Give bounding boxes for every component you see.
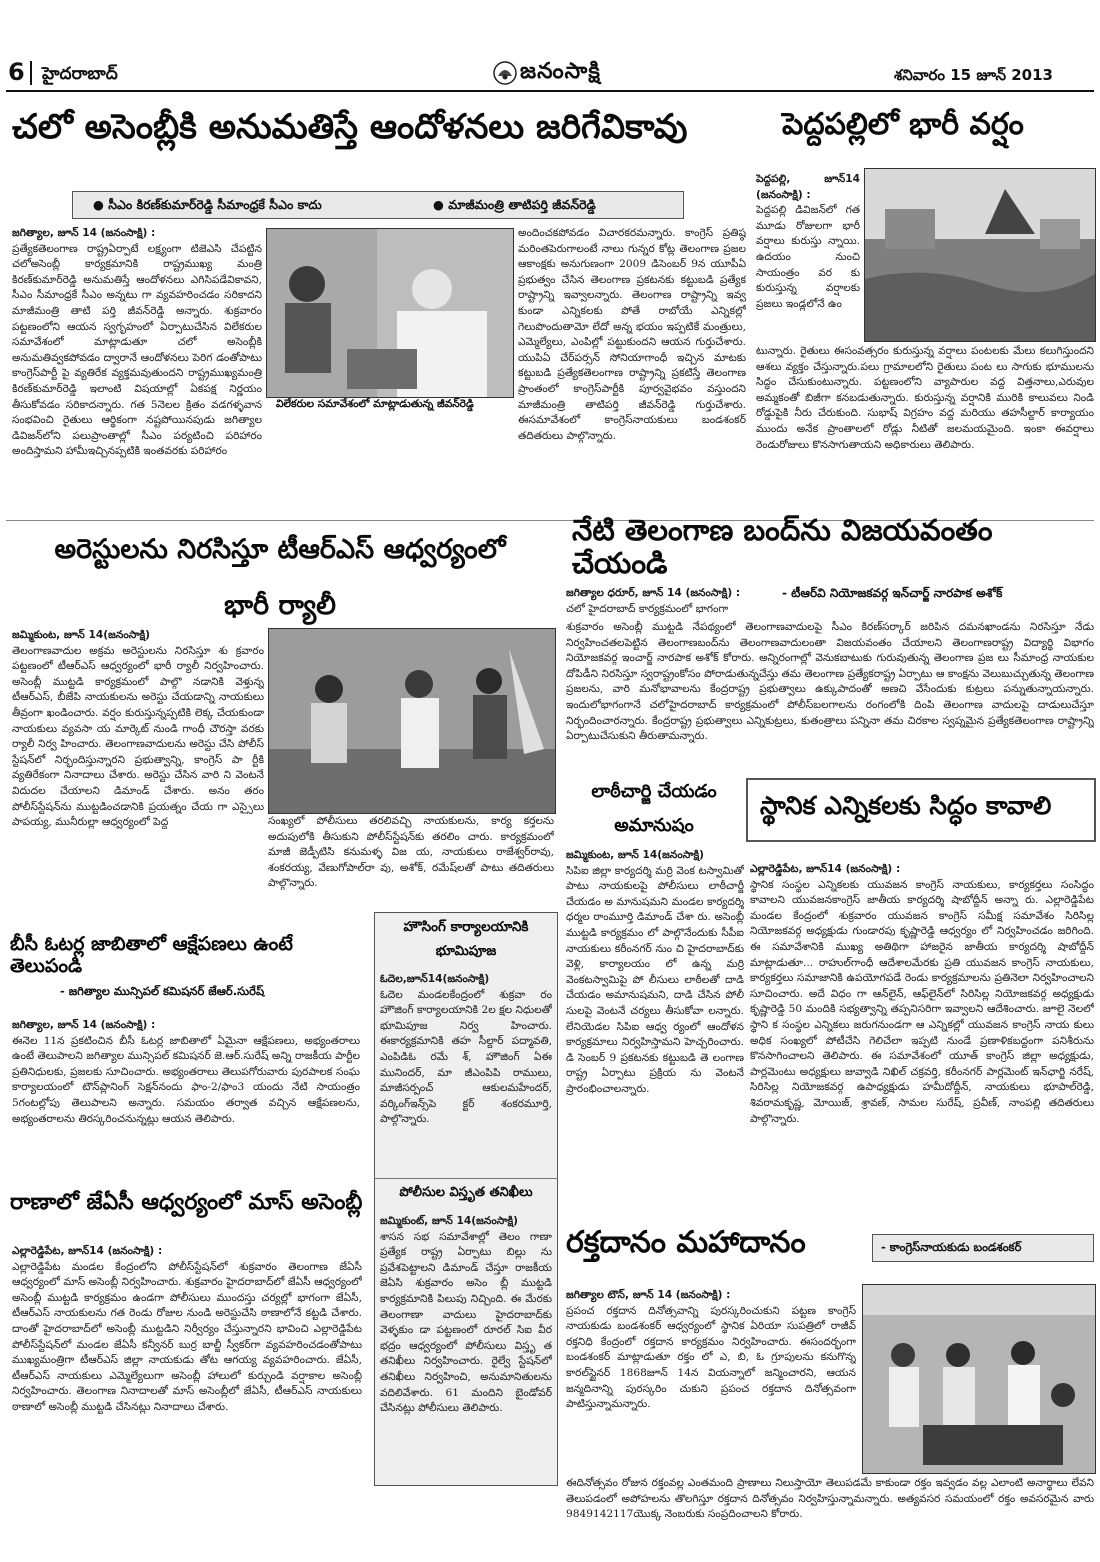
story1-bullet2: ● మాజీమంత్రి తాటిపర్తి జీవన్‌రెడ్డి [433,197,596,212]
story2-photo-image [865,169,1095,341]
story9-headline: పోలీసుల విస్తృత తనిఖీలు [399,1185,533,1200]
header-divider [30,61,32,85]
sidebar-divider [374,1178,558,1179]
story10-headline: రాణాలో జేఏసీ ఆధ్వర్యంలో మాస్ అసెంబ్లీ [10,1190,363,1215]
header-rule [6,90,1094,92]
story3-dateline: జమ్మికుంట, జూన్ 14(జనంసాక్షి) [12,629,150,641]
story10-text-content: ఎల్లారెడ్డిపేట మండల కేంద్రంలోని పోలీస్‌స్టేషన్‌లో శుక్రవారం తెలంగాణ జేఏసీ ఆధ్వర్యంలో మాస్ అసెంబ్లీ నిర్వహించారు. శుక్రవారం హైదరాబాద్‌లో జేఏసీ ఆధ్వర్యంలో అసెంబ్లీ ముట్టడి కార్యక్రమం ఉండగా పోలీసులు ముందస్తు చర్యల్లో భాగంగా జేఏసీ, టీఆర్ఎస్ నాయకులను గత రెండు రోజుల నుండి అరెస్టుచేసి ఠాణాలోనే కట్టడి చేశారు. దాంతో హైదరాబాద్‌లో అసెంబ్లీ ముట్టడిని నిర్వీర్యం చేస్తున్నారని భావించి ఎల్లారెడ్డిపేట పోలీస్‌స్టేషన్‌లో మండల జేఏసీ కన్వీనర్ బుర్ర బాల్జీ స్వీకర్‌గా వ్యవహరించడంతోపాటు ముఖ్యమంత్రిగా టీఆర్ఎస్ జిల్లా నాయకుడు తోట ఆగయ్య వ్యవహరించారు. జేఏసీ, టీఆర్ఎస్ నాయకులు ఎమ్మెల్యేలుగా అసెంబ్లీ హాలులో కుర్చుండి వర్షాకాల అసెంబ్లీ నిర్వహించారు. తెలంగాణ నినాదాలతో మాస్ అసెంబ్లీలో జేఏసీ, టీఆర్ఎస్ నాయకులు ఠాణాలో అసెంబ్లీ ముట్టడి చేసినట్లు నినాదాలు చేశారు. [12,1260,362,1413]
story5-text-content: సిపిఐ జిల్లా కార్యదర్శి మర్రి వెంక టస్వామితో పాటు నాయకులపై పోలీసులు లాఠీచార్జీ చేయడం అ మానుషమని మండల కార్యదర్శి ధర్మల రాంమూర్తి డిమాండ్ చేశా రు. అసెంబ్లీ ముట్టడి కార్యక్రమం లో పాల్గొనేందుకు సీపీఐ నాయకులు కరీంనగర్ నుం చి హైదరాబాద్‌కు వెళ్లి, కార్యాలయం లో ఉన్న మర్రి వెంకటస్వామిపై పో లీసులు లాఠీలతో దాడి చేయడం అమానుషమని, దాడి చేసిన పోలీ సులపై వెంటనే చర్యలు తీసుకోవా లన్నారు. లేనియెడల సిపిఐ ఆధ్వ ర్యంలో ఆందోళన కార్యక్రమాలు నిర్వహిస్తామని హెచ్చరించారు. డి సెంబర్ 9 ప్రకటనకు కట్టుబడి తె లంగాణ రాష్ట్ర ఏర్పాటు ప్రక్రియ ను వెంటనే ప్రారంభించాలన్నారు. [566,864,744,1095]
story9-text-content: శాసన సభ సమావేశాల్లో తెలం గాణా ప్రత్యేక రాష్ట్ర ఏర్పాటు బిల్లు ను ప్రవేశపెట్టాలని డిమాండ్ చేస్తూ రాజకీయ జెఏసి శుక్రవారం అసెం బ్లీ ముట్టడి కార్యక్రమానికి పిలుపు నిచ్చింది. ఈ మేరకు తెలంగాణా వాదులు హైదరాబాద్‌కు వెళ్ళకుం డా పట్టణంలో రూరల్ సిఐ వీర భద్రం ఆధ్వర్యంలో పోలీసులు విస్తృ త తనిఖీలు నిర్వహించారు. రైల్వే స్టేషన్‌లో తనిఖీలు నిర్వహించి, అనుమానితులను వదిలివేశారు. 61 మందిని బైండోవర్ చేసినట్లు పోలీసులు తెలిపారు. [380,1230,552,1415]
story1-photo-caption: విలేకరుల సమావేశంలో మాట్లాడుతున్న జీవన్‌రెడ్డి [276,398,474,410]
story5-dateline: జమ్మికుంట, జూన్ 14(జనంసాక్షి) [566,849,704,861]
story7-headline: బీసీ ఓటర్ల జాబితాలో ఆక్షేపణలు ఉంటే తెలుపండి [10,933,293,977]
story3-headline-line1: అరెస్టులను నిరసిస్తూ టీఆర్ఎస్ ఆధ్వర్యంలో [54,534,506,565]
story1-bullet2-text: మాజీమంత్రి తాటిపర్తి జీవన్‌రెడ్డి [448,197,596,212]
logo-emblem-icon [492,60,518,86]
story7-text-content: ఈనెల 11న ప్రకటించిన బీసీ ఓటర్ల జాబితాలో ఏమైనా ఆక్షేపణలు, అభ్యంతరాలు ఉంటే తెలుపాలని జగిత్యాల మున్సిపల్ కమిషనర్ జె.ఆర్.సురేష్ అన్ని రాజకీయ పార్టీల ప్రతినిధులకు, ప్రజలకు సూచించారు. అభ్యంతరాలు తెలుపగోరువారు పురపాలక సంఘ కార్యాలయంలో టౌన్‌ప్లానింగ్ సెక్షన్‌నందు ఫాం-2/ఫాం3 యందు నేటి సాయంత్రం 5గంటల్లోపు తెలుపాలని అన్నారు. సమయం తర్వాత వచ్చిన ఆక్షేపణలను, అభ్యంతరాలను తిరస్కరించనున్నట్లు ఆయన తెలిపారు. [12,1034,360,1125]
story1-col1 [12,226,262,516]
story8-text [380,972,552,1168]
story5-headline-line1: లాఠీచార్జి చేయడం [591,781,717,802]
story4-headline: నేటి తెలంగాణ బంద్‌ను విజయవంతం చేయండి [572,513,993,581]
story9-dateline: జమ్మికుంట్, జూన్ 14(జనంసాక్షి) [380,1215,518,1227]
story2-dateline: పెద్దపల్లి, జూన్14 (జనంసాక్షి) : [756,173,860,201]
story4-dateline: జగిత్యాల ధరూర్, జూన్ 14 (జనంసాక్షి) : [566,587,741,599]
story11-photo-image [863,1285,1095,1473]
story10-text [12,1244,362,1540]
story3-text-left-content: తెలంగాణవాదుల అక్రమ అరెస్టులను నిరసిస్తూ శు క్రవారం పట్టణంలో టీఆర్ఎస్ ఆధ్వర్యంలో భారీ ర్యాలీ నిర్వహించారు. అసెంబ్లీ ముట్టడి కార్యక్రమంలో పాల్గొ నడానికి వెళ్తున్న టీఆర్ఎస్, బీజేపి నాయకులను అరెస్టు చేయడాన్ని నాయకులు తీవ్రంగా ఖండించారు. వర్షం కురుస్తున్నప్పటికి లెక్క చేయకుండా నాయకులు వ్యవసా య మార్కెట్ నుండి గాంధీ చౌరస్తా వరకు ర్యాలీ నిర్వ హించారు. తెలంగాణవాదులను అరెస్టు చేసి పోలీస్ స్టేషన్‌లో నిర్భందిస్తున్నారని ప్రభుత్వాన్ని, కాంగ్రెస్ పా ర్టీకి వ్యతిరేకంగా నినాదాలు చేశారు. అరెస్టు చేసిన వారి ని వెంటనే విదుదల చేయాలని డిమాండ్ చేశారు. అనం తరం పోలీస్‌స్టేషన్‌ను ముట్టడించడానికి ప్రయత్నం చేయ గా ఎస్సైలు పాపయ్య, మునీరుల్లా ఆధ్వర్యంలో పెద్ద [12,644,264,829]
story2-photo [864,168,1096,342]
story7-byline: - జగిత్యాల మున్సిపల్ కమిషనర్ జేఆర్.సురేష్ [60,984,265,998]
story1-photo-image [267,229,513,397]
story1-dateline: జగిత్యాల, జూన్ 14 (జనంసాక్షి) : [12,227,156,239]
page-number: 6 [8,58,25,86]
story1-bullet1-text: సీఎం కిరణ్‌కుమార్‌రెడ్డి సీమాంధ్రకే సీఎం కాదు [108,197,322,212]
story2-text-bottom: టున్నారు. రైతులు ఈసంవత్సరం కురుస్తున్న వర్షాలు పంటలకు మేలు కలుగిస్తుందని ఆశలు వ్యక్తం చేస్తున్నారు.పలు గ్రామాలలోని రైతులు పంట లు సాగుకు భూములను సిద్ధం చేసుకుంటున్నారు. పట్టణంలోని వ్యాపారుల వద్ద విత్తనాలు,ఎరువుల అమ్మకంతో బిజీగా కనబడుతున్నారు. కురుస్తున్న వర్షానికి మురికి కాలువలు నిండి రోడ్డుపైకి నీరు చేరుకుంది. సుభాష్ విగ్రహం వద్ద మరియు తహసీల్దార్ కార్యాయం ముందు అనేక ప్రాంతాలలో రోడ్లు నీటితో జలమయమైంది. ఇంకా ఈవర్షాలు రెండురోజులు కొనసాగుతాయని అధికారులు తెలిపారు. [756,345,1094,451]
story7-dateline: జగిత్యాల, జూన్ 14 (జనంసాక్షి) : [12,1019,156,1031]
story5-headline-line2: అమానుషం [614,815,694,836]
story1-headline: చలో అసెంబ్లీకి అనుమతిస్తే ఆందోళనలు జరిగేవికావు [12,107,688,147]
story6-dateline: ఎల్లారెడ్డిపేట, జూన్14 (జనంసాక్షి) : [750,863,901,875]
story5-text [566,848,744,1198]
story3-photo [268,628,556,814]
story2-headline: పెద్దపల్లిలో భారీ వర్షం [782,107,1024,142]
issue-date: శనివారం 15 జూన్ 2013 [894,66,1053,84]
story3-text-left [12,628,264,898]
story8-headline-line1: హౌసింగ్ కార్యాలయానికి [403,919,529,935]
story1-col2: అందించకపోవడం విచారకరమన్నారు. కాంగ్రెస్ ప్రతిష్ఠ మరింతపెరుగాలంటే నాలు గున్నర కోట్ల తెలంగాణ ప్రజల ఆకాంక్షకు అనుగుణంగా 2009 డిసెంబర్ 9న యూపీఏ ప్రభుత్వం చేసిన తెలంగాణ ప్రకటనకు కట్టుబడి ప్రత్యేక రాష్ట్రాన్ని ఇవ్వాలన్నారు. తెలంగాణ రాష్ట్రాన్ని ఇవ్వ కుండా ఎన్నికలకు పోతే రాబోయే ఎన్నికల్లో గెలుపొందుతామో లేదో అన్న భయం ఇప్పటికే మంత్రులు, ఎమ్మెల్యేలు, ఎంపిల్లో పట్టుకుందని ఆయన గుర్తుచేశారు. యుపిఏ చేర్‌పర్సన్ సోనియాగాంధీ ఇచ్చిన మాటకు కట్టుబడి ప్రత్యేకతెలంగాణ రాష్ట్రాన్ని ప్రకటిస్తే తెలంగాణ ప్రాంతంలో కాంగ్రెస్‌పార్టీకి పూర్వవైభవం వస్తుందని మాజీమంత్రి తాటిపర్తి జీవన్‌రెడ్డి గుర్తుచేశారు. ఈసమావేశంలో కాంగ్రెస్‌నాయకులు బండశంకర్ తదితరులు పాల్గొన్నారు. [518,227,746,442]
story1-subheadline-strip [72,191,684,219]
story8-headline-line2: భూమిపూజ [435,943,497,959]
story1-photo [266,228,514,398]
story11-headline: రక్తదానం మహాదానం [566,1225,806,1260]
story6-text [750,862,1094,1202]
story11-dateline: జగిత్యాల టౌన్, జూన్ 14 (జనంసాక్షి) : [566,1289,731,1301]
story7-text [12,1018,360,1154]
story11-photo [862,1284,1096,1474]
story1-col1-text: ప్రత్యేకతెలంగాణ రాష్ట్రఏర్పాటే లక్ష్యంగా టిజెఎసి చేపట్టిన చలోఅసెంబ్లీ కార్యక్రమానికి రాష్ట్రముఖ్య మంత్రి కిరణ్‌కుమార్‌రెడ్డి అనుమతిస్తే ఆందోళనలు ఎగిసిపడేవికావని, సీఎం సీమాంధ్రకే సీఎం అన్నటు గా వ్యవహరించడం సరికాదని మాజీమంత్రి తాటి పర్తి జీవన్‌రెడ్డి అన్నారు. శుక్రవారం పట్టణంలోని ఆయన స్వగృహంలో ఏర్పాటుచేసిన విలేకరుల సమావేశంలో మాట్లాడుతూ చలో అసెంబ్లీకి అనుమతివ్వకపోవడం ద్వారానే ఆందోళనలు పెరిగ డంతోపాటు కాంగ్రెస్‌పార్టీ పై వ్యతిరేక వ్యక్తమవుతుందని రాష్ట్రముఖ్యమంత్రి కిరణ్‌కుమార్‌రెడ్డి ఇలాంటి విషయాల్లో ఏకపక్ష నిర్ణయం తీసుకోవడం సరికాదన్నారు. గత 5నెలల క్రితం వడగళ్ళవాన సంభవించి రైతులు ఆర్థికంగా నష్టపోయినపుడు జగిత్యాల డివిజన్‌లోని పలుప్రాంతాల్లో సీఎం పర్యటించి పరిహారం అందిస్తామని హామీఇచ్చినప్పటికి ఇంతవరకు పరిహారం [12,242,262,458]
story4-text-head [566,586,774,620]
story11-text-bottom: ఈదినోత్సవం రోజున రక్తంవల్ల ఎంతమంది ప్రాణాలు నిలుస్తాయో తెలుపడమే కాకుండా రక్తం ఇవ్వడం వల్ల ఎలాంటి అనార్థాలు లేవని తెలుపడంలో అపోహలను తొలగిస్తూ రక్తదాన దినోత్సవం నిర్వహిస్తున్నామన్నారు. అత్యవసర సమయంలో రక్తం అవసరమైన వారు 9849142117యొక్క నెంబరుకు సంప్రదించాలని కోరారు. [566,1477,1094,1521]
story1-col1-continued [266,414,512,514]
story6-text-content: స్థానిక సంస్థల ఎన్నికలకు యువజన కాంగ్రెస్ నాయకులు, కార్యకర్తలు సంసిద్ధం కావాలని యువజనకాంగ్రెస్ జాతీయ కార్యదర్శి షాబోద్దీన్ అన్నా రు. ఎల్లారెడ్డిపేట మండల కేంద్రంలో శుక్రవారం యువజన కాంగ్రెస్ సమీక్ష సమావేశం సిరిసిల్ల నియోజకవర్గ అధ్యక్షుడు గుండారపు కృష్ణారెడ్డి ఆధ్వర్యం లో నిర్వహించడం జరిగింది. ఈ సమావేశానికి ముఖ్య అతిథిగా హాజరైన జాతీయ కార్యదర్శి షాబోద్దీన్ మాట్లాడుతూ... రాహుల్‌గాంధీ ఆదేశాలమేరకు ప్రతి యువజన కాంగ్రెస్ నాయకులు, కార్యకర్తలు సమాజానికి ఉపయోగపడే రెండు కార్యక్రమాలను ప్రతినెలా నిర్వహించాలని సూచించారు. అదే విధం గా ఆన్‌లైన్, ఆఫ్‌లైన్‌లో సిరిసిల్ల నియోజకవర్గ అధ్యక్షుడు కృష్ణారెడ్డి 50 మందికి సభ్యత్వాన్ని తప్పనిసరిగా ఇవ్వాలని ఆదేశించారు. జూలై నెలలో స్థాని క సంస్థల ఎన్నికలు జరుగనుండగా ఆ ఎన్నికల్లో యువజన కాంగ్రెస్ నాయ కులు అధిక సంఖ్యలో పోటీచేసి గెలిచేలా ఇప్పటి నుండే ప్రణాళికబద్దంగా పనిశీరును కొనసాగించాలని తెలిపారు. ఈ సమావేశంలో యూత్ కాంగ్రెస్ జిల్లా అధ్యక్షుడు, పార్లమెంటు అధ్యక్షులు జువ్వాడి నిఖిల్ చక్రవర్తి, కరీంనగర్ పార్లమెంట్ ఇన్‌ఛార్జి నరేష్, సిరిసిల్ల నియోజకవర్గ ఉపాధ్యక్షుడు హమీదోద్దీన్, నాయకులు భూపాల్‌రెడ్డి, శివరామకృష్ణ, మోయిజ్, శ్రావణ్, సామల సురేష్, ప్రవీణ్, నాంపల్లి తదితరులు పాల్గొన్నారు. [750,878,1094,1125]
story11-byline: - కాంగ్రెస్‌నాయకుడు బండశంకర్ [881,1240,1022,1254]
story11-byline-box [872,1234,1094,1262]
story6-headline-box [746,778,1096,842]
edition-city: హైదరాబాద్ [42,64,118,84]
story3-text-right: సంఖ్యలో పోలీసులు తరలివచ్చి నాయకులను, కార్య కర్తలను అదుపులోకి తీసుకుని పోలీస్‌స్టేషన్‌కు తరలిం చారు. కార్యక్రమంలో మాజీ జెడ్పీటిసి కనుమళ్ళ విజ య, నాయకులు రాజేశ్వర్‌రావు, శంకరయ్య, వేణుగోపాల్‌రా వు, అశోక్, రమేష్‌లతో పాటు తదితరులు పాల్గొన్నారు. [268,815,554,890]
story9-text [380,1214,552,1480]
story2-text-top [756,172,860,342]
story1-bullet1: ● సీఎం కిరణ్‌కుమార్‌రెడ్డి సీమాంధ్రకే సీఎం కాదు [93,197,322,212]
story4-text-first: చలో హైదరాబాద్ కార్యక్రమంలో భాగంగా [566,602,729,615]
masthead-logo [492,58,610,88]
story4-byline: - టీఆర్‌వి నియోజకవర్గ ఇన్‌చార్జ్ నారపాక అశోక్ [782,586,1003,600]
story4-text: శుక్రవారం అసెంబ్లీ ముట్టడి నేపథ్యంలో తెలంగాణవాదులపై సీఎం కిరణ్‌సర్కార్ జరిపిన దమనఖాండను నిరసిస్తూ నేడు నిర్వహించతలపెట్టిన తెలంగాణబంద్‌ను తెలంగాణవాదులంతా విజయవంతం చేయాలని తెలంగాణరాష్ట్ర విద్యార్థి విభాగం నియోజకవర్గ ఇంచార్జ్ నారపాక అశోక్ కోరారు. అన్నిరంగాల్లో వెనుకబాటుకు గురువుతున్న తెలంగాణ ప్రజ లు సీమాంధ్ర నాయకుల దోపిడీని నిరసిస్తూ స్వరాష్ట్రంకోసం పోరాడుతున్నచేస్తు తమ తెలంగాణ ప్రత్యేకరాష్ట్ర ఏర్పాటు ఆ కాంక్షను వెలుబుచ్చుతున్న తెలంగాణ ప్రజలను, వారి మనోభావాలను కేంద్రరాష్ట్ర ప్రభుత్వాలు ఉక్కుపాదంతో అణచి వేసేందుకు కుట్రలు పన్నుతున్నాయన్నారు. ఇందులోభాగంగానే చలోహైదరాబాద్ కార్యక్రమంలో పోలీస్‌బలగాలను రంగంలోకి దింపి తెలంగాణ వాదులపై దాడులుచేస్తూ నిర్భందించారన్నారు. కేంద్రరాష్ట్ర ప్రభుత్వాలు ఎన్నికుట్రలు, కుతంత్రాలు పన్నినా తమ చిరకాల స్వప్నమైన ప్రత్యేకతెలంగాణ రాష్ట్రాన్ని ఏర్పాటుచేసుకుని తీరుతామన్నారు. [566,621,1094,743]
story8-text-content: ఓదెల మండలకేంద్రంలో శుక్రవా రం హౌజింగ్ కార్యాలయానికి 2ల క్షల నిధులతో భూమిపూజ నిర్వ హించారు. ఈకార్యక్రమానికి తహ సీల్దార్ పద్మావతి, ఎంపిడిఓ రమే శ్, హౌజింగ్ ఏఈ మునిందర్, మా జీఎంపిపి రాములు, మాజీసర్పంచ్ ఆకులమహేందర్, వర్కింగ్‌ఇన్స్‌పె క్టర్ శంకరమూర్తి, పాల్గొన్నారు. [380,988,552,1126]
story11-text-top [566,1288,856,1474]
story10-dateline: ఎల్లారెడ్డిపేట, జూన్14 (జనంసాక్షి) : [12,1245,163,1257]
story3-headline-line2: భారీ ర్యాలీ [224,590,336,621]
story3-photo-image [269,629,555,813]
story2-text-top-content: పెద్దపల్లి డివిజన్‌లో గత మూడు రోజులగా భారీ వర్షాలు కురుస్తు న్నాయి. ఉదయం నుంచి సాయంత్రం వర కు కురుస్తున్న వర్షాలకు ప్రజలు ఇండ్లలోనే ఉం [756,204,860,310]
story11-text-top-content: ప్రపంచ రక్తదాన దినోత్సవాన్ని పురస్కరించుకుని పట్టణ కాంగ్రెస్ నాయకుడు బండశంకర్ ఆధ్వర్యంలో స్థానిక ఏరియా సుపత్రిలో రాజీవ్ రక్తనిధి కేంద్రంలో రక్తదాన కార్యక్రమం నిర్వహించారు. ఈసందర్భంగా బండశంకర్ మాట్లాడుతూ రక్తం లో ఎ, బి, ఓ గ్రూపులను కనుగొన్న కారల్‌స్టైనర్ 1868జూన్ 14న వియన్నాలో జన్మించారని, ఆయన జన్మదినాన్ని పురస్కరిం చుకుని ప్రపంచ రక్తదాన దినోత్సవంగా పాటిస్తున్నామన్నారు. [566,1304,856,1411]
story8-dateline: ఓదెల,జూన్14(జనంసాక్షి) [380,973,490,985]
masthead-title: జనంసాక్షి [520,59,601,84]
story6-headline: స్థానిక ఎన్నికలకు సిద్ధం కావాలి [760,791,1052,820]
